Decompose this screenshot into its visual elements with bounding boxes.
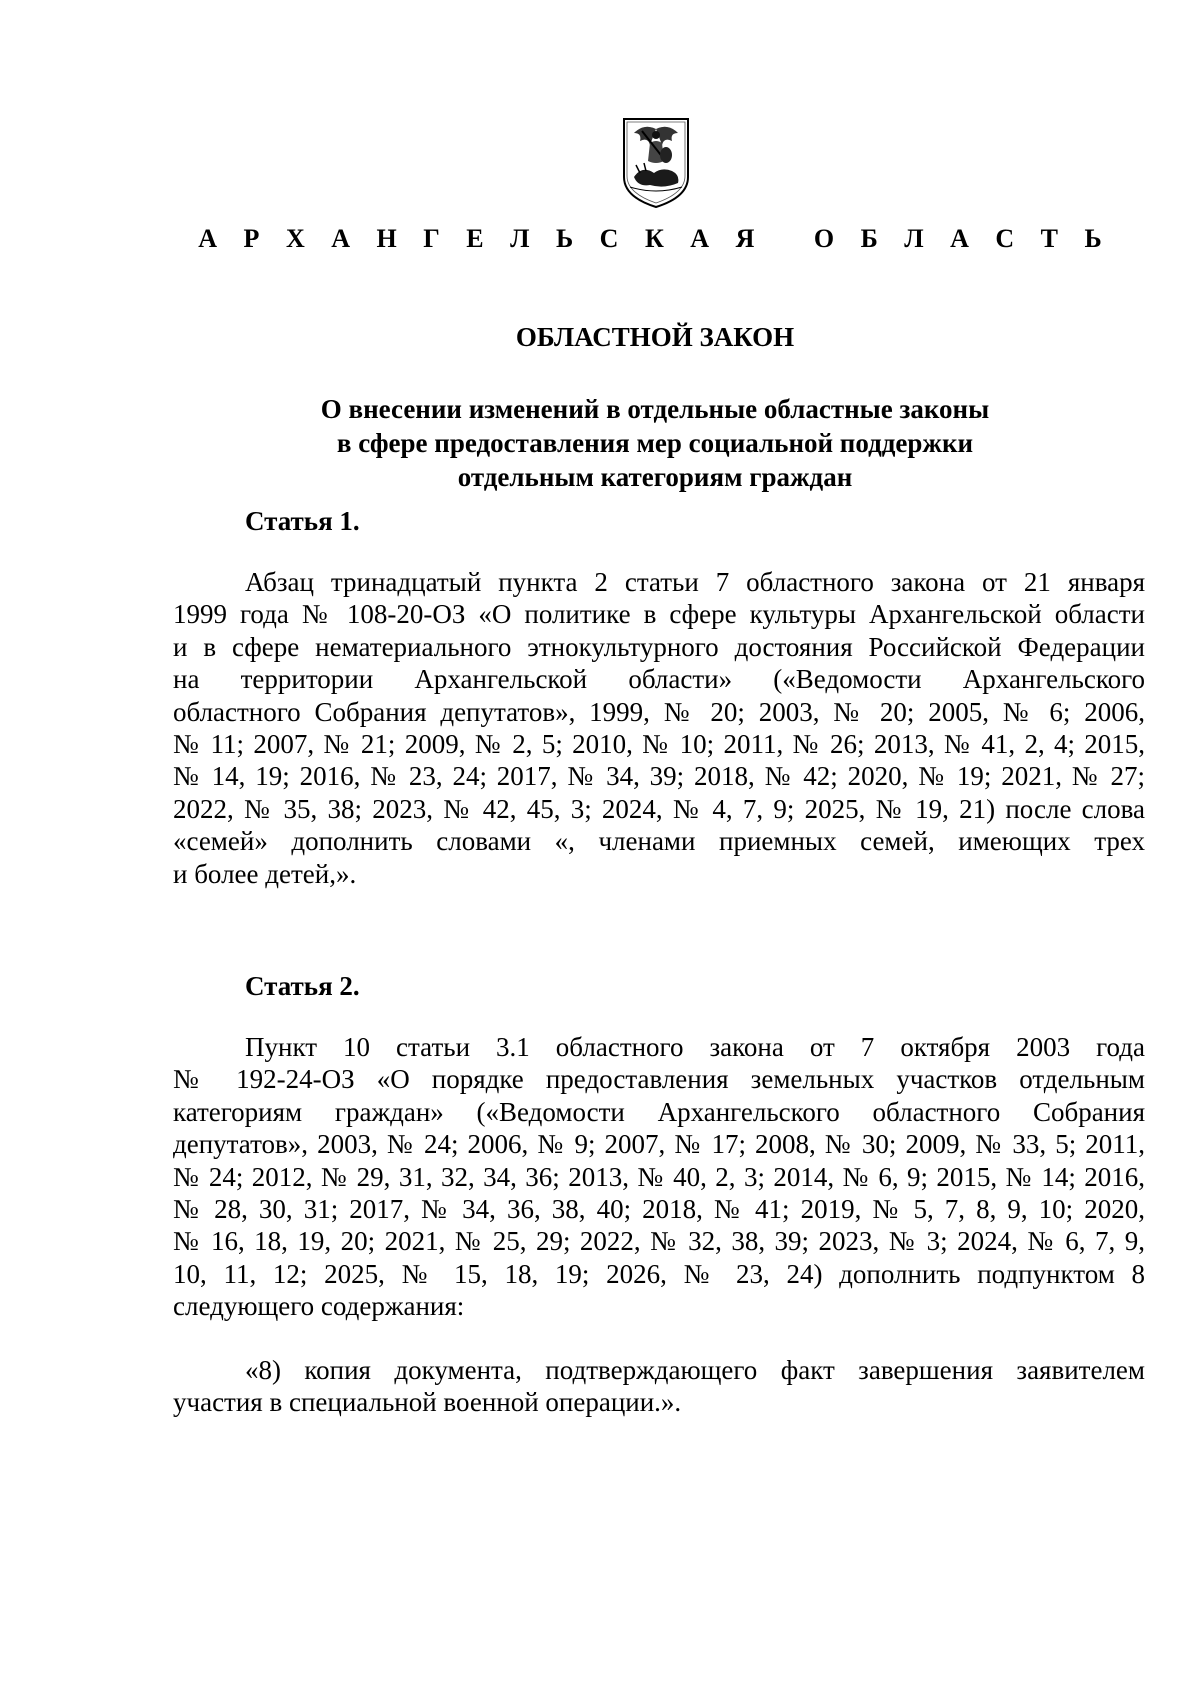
article-1-line: и в сфере нематериального этнокультурного достояния Российской Федерации <box>173 631 1145 662</box>
article-1-line: 1999 года № 108-20-ОЗ «О политике в сфере культуры Архангельской области <box>173 599 1145 630</box>
article-1-line: № 14, 19; 2016, № 23, 24; 2017, № 34, 39; 2018, № 42; 2020, № 19; 2021, № 27; <box>173 761 1145 792</box>
coat-of-arms-icon <box>620 115 692 211</box>
law-title-line: отдельным категориям граждан <box>457 462 853 492</box>
article-2-line: депутатов», 2003, № 24; 2006, № 9; 2007, № 17; 2008, № 30; 2009, № 33, 5; 2011, <box>173 1129 1145 1160</box>
article-2-quote-line: «8) копия документа, подтверждающего факт завершения заявителем <box>245 1355 1145 1385</box>
article-2-quote <box>173 1354 1145 1419</box>
law-title <box>0 392 1200 494</box>
article-1-line: № 11; 2007, № 21; 2009, № 2, 5; 2010, № 10; 2011, № 26; 2013, № 41, 2, 4; 2015, <box>173 728 1145 759</box>
article-2-line: следующего содержания: <box>173 1291 465 1322</box>
law-type-heading: ОБЛАСТНОЙ ЗАКОН <box>515 322 795 352</box>
article-2-line: № 192-24-ОЗ «О порядке предоставления земельных участков отдельным <box>173 1064 1145 1095</box>
article-2-line: № 28, 30, 31; 2017, № 34, 36, 38, 40; 2018, № 41; 2019, № 5, 7, 8, 9, 10; 2020, <box>173 1193 1145 1224</box>
law-title-line: в сфере предоставления мер социальной поддержки <box>336 428 974 458</box>
region-name: А Р Х А Н Г Е Л Ь С К А Я О Б Л А С Т Ь <box>198 224 1112 253</box>
article-2-line: Пункт 10 статьи 3.1 областного закона от 7 октября 2003 года <box>245 1032 1145 1062</box>
article-2-line: 10, 11, 12; 2025, № 15, 18, 19; 2026, № 23, 24) дополнить подпунктом 8 <box>173 1258 1145 1289</box>
article-1-line: областного Собрания депутатов», 1999, № 20; 2003, № 20; 2005, № 6; 2006, <box>173 696 1145 727</box>
article-1-line: 2022, № 35, 38; 2023, № 42, 45, 3; 2024, № 4, 7, 9; 2025, № 19, 21) после слова <box>173 793 1145 824</box>
article-1-line: Абзац тринадцатый пункта 2 статьи 7 областного закона от 21 января <box>245 567 1145 597</box>
article-2-line: № 24; 2012, № 29, 31, 32, 34, 36; 2013, № 40, 2, 3; 2014, № 6, 9; 2015, № 14; 2016, <box>173 1161 1145 1192</box>
article-2-heading: Статья 2. <box>245 971 360 1001</box>
article-1-line: и более детей,». <box>173 858 357 889</box>
law-title-line: О внесении изменений в отдельные областные законы <box>320 394 990 424</box>
article-2-line: № 16, 18, 19, 20; 2021, № 25, 29; 2022, № 32, 38, 39; 2023, № 3; 2024, № 6, 7, 9, <box>173 1226 1145 1257</box>
article-2-quote-line: участия в специальной военной операции.». <box>173 1387 682 1418</box>
article-1-body <box>173 566 1145 890</box>
article-2-line: категориям граждан» («Ведомости Архангельского областного Собрания <box>173 1096 1145 1127</box>
article-2-body <box>173 1031 1145 1323</box>
article-1-line: «семей» дополнить словами «, членами приемных семей, имеющих трех <box>173 826 1145 857</box>
article-1-heading: Статья 1. <box>245 506 360 536</box>
coat-of-arms-emblem <box>620 115 692 211</box>
article-1-line: на территории Архангельской области» («Ведомости Архангельского <box>173 664 1145 695</box>
